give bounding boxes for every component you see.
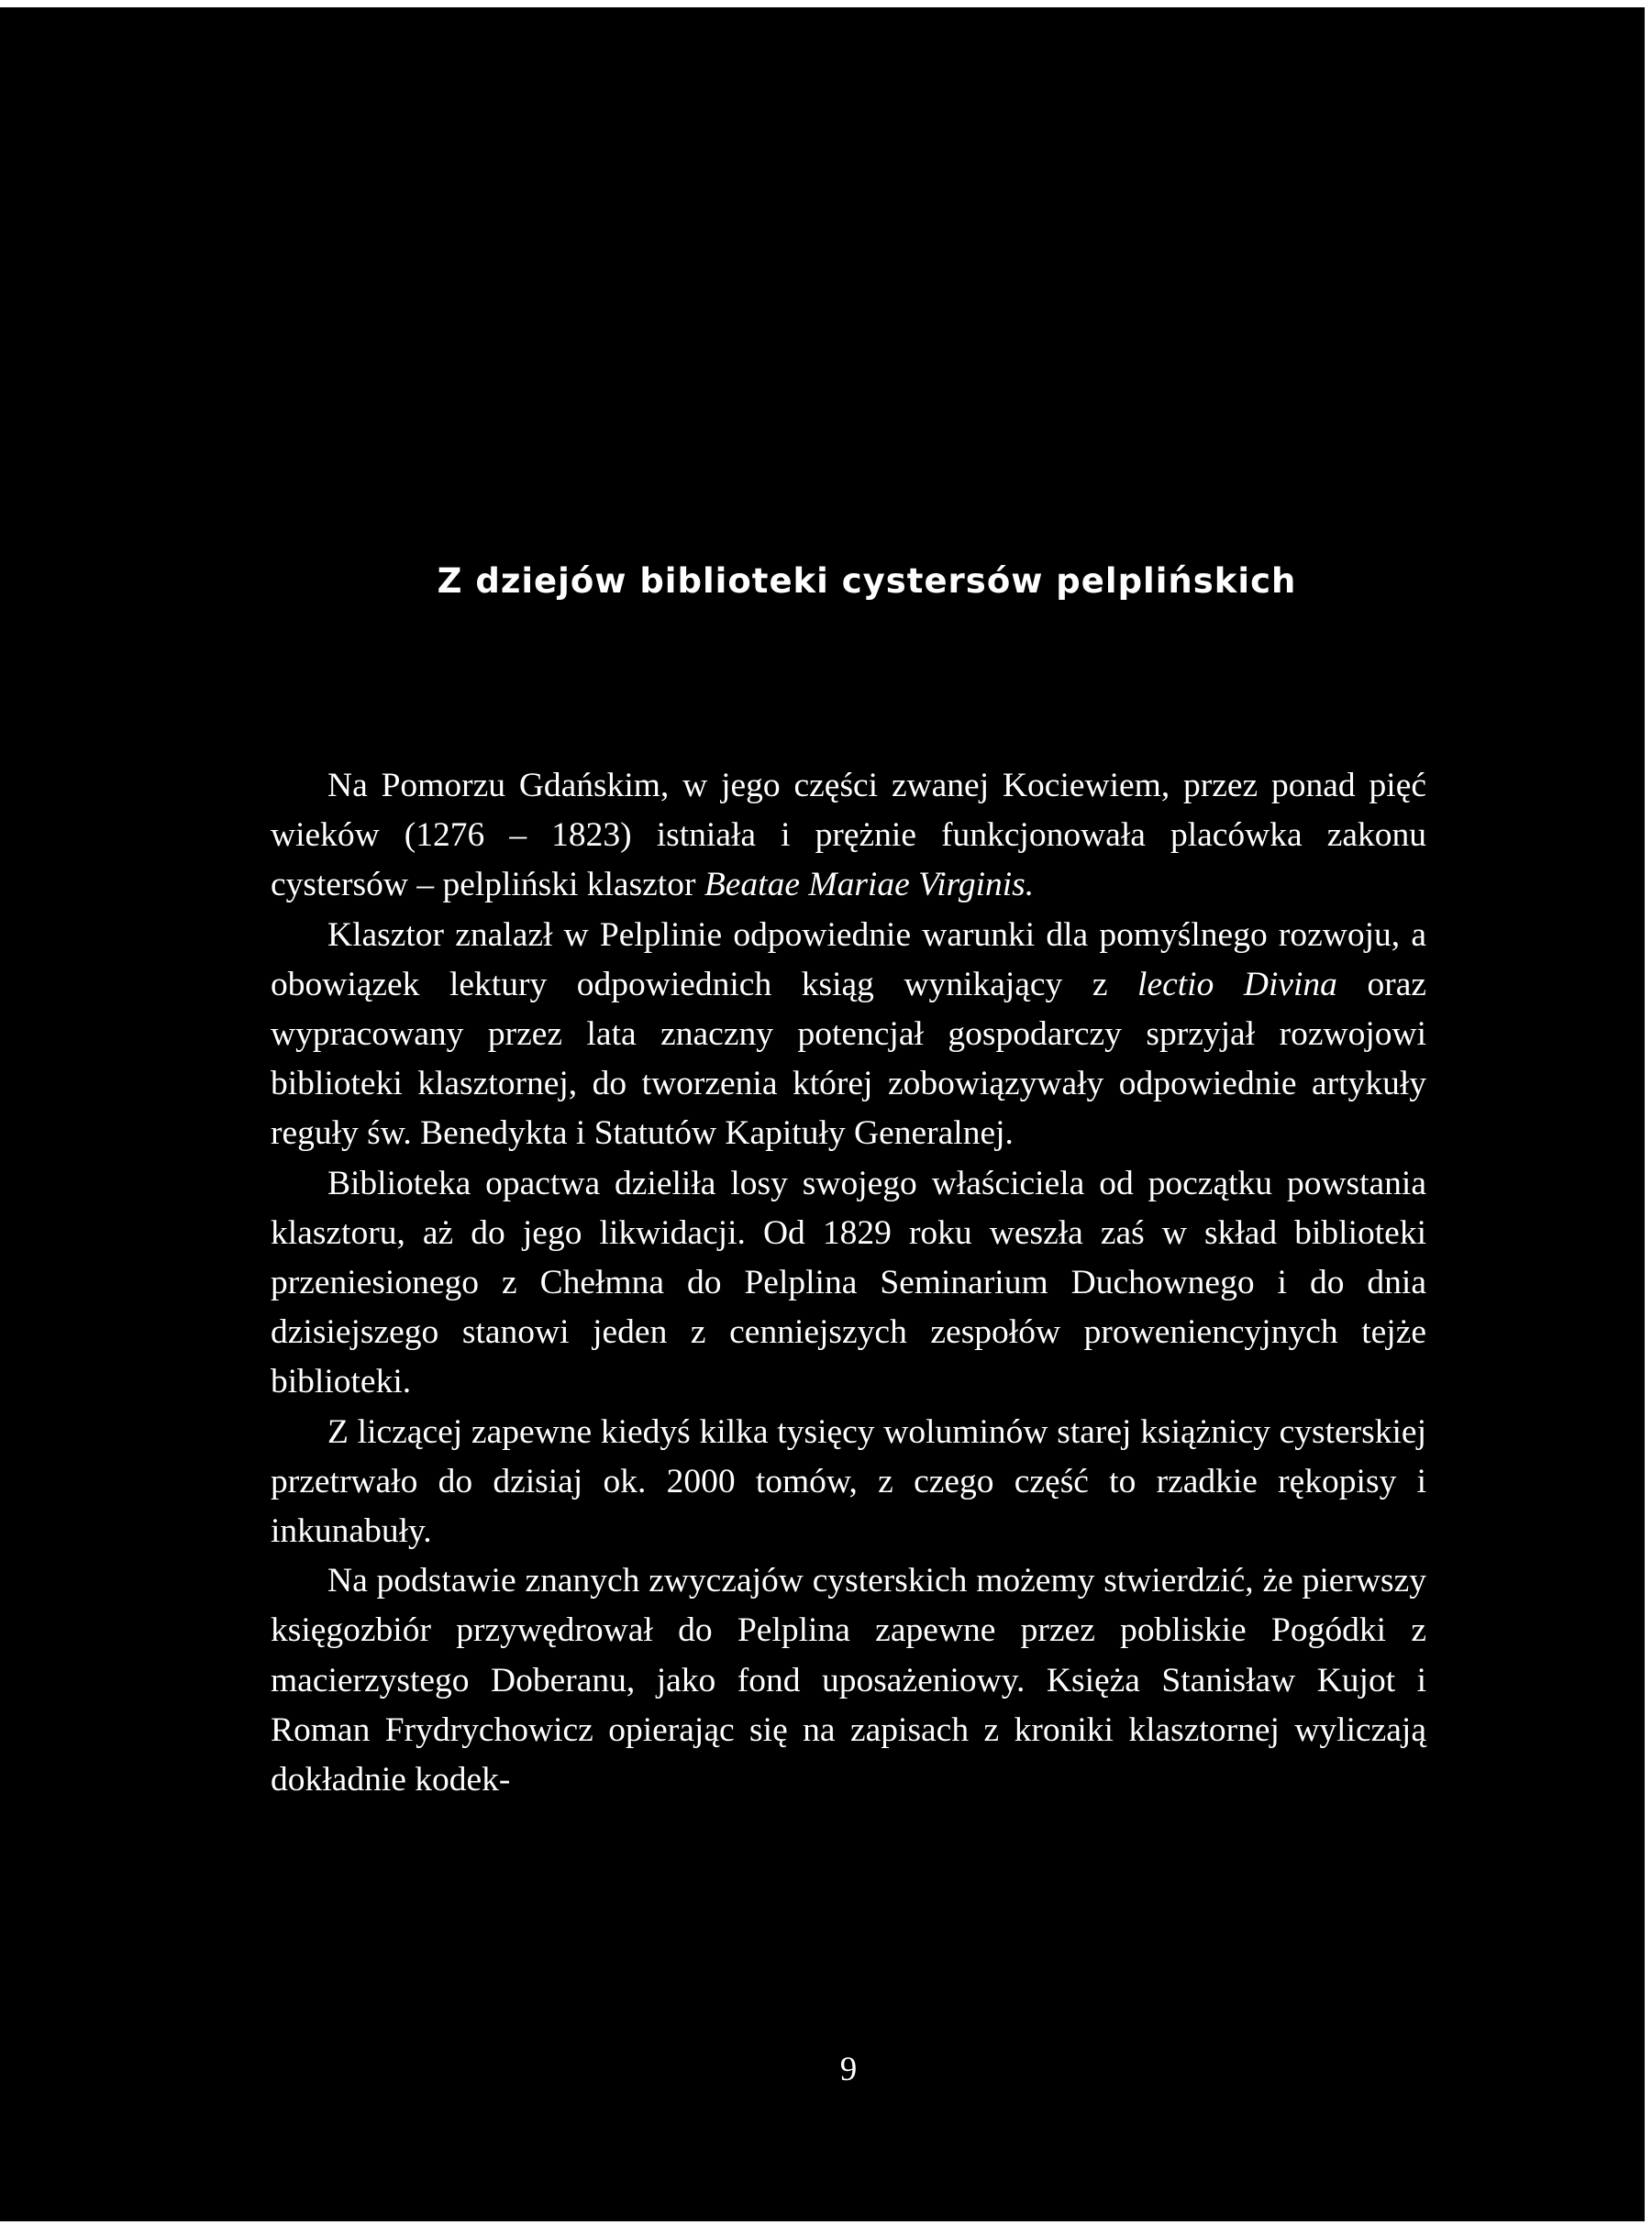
paragraph-text: Biblioteka opactwa dzieliła losy swojego właściciela od początku powstania klasztoru, aż do jego likwidacji. Od 1829 roku weszła zaś w skład biblioteki przeniesionego z Chełmna do Pelplina Seminarium Duchownego i do dnia dzisiejszego stanowi jeden z cenniejszych zespołów proweniencyjnych tejże biblioteki. <box>271 1164 1426 1401</box>
paragraph-text: Na Pomorzu Gdańskim, w jego części zwanej Kociewiem, przez ponad pięć wieków (1276 – 1823) istniała i prężnie funkcjonowała placówka zakonu cystersów – pelpliński klasztor <box>271 767 1426 904</box>
chapter-title: Z dziejów biblioteki cystersów pelplińskich <box>437 561 1297 601</box>
paragraph <box>271 911 1426 1159</box>
paragraph <box>271 1159 1426 1408</box>
page-number: 9 <box>839 2051 858 2088</box>
paragraph-text: Na podstawie znanych zwyczajów cysterskich możemy stwierdzić, że pierwszy księgozbiór przywędrował do Pelplina zapewne przez pobliskie Pogódki z macierzystego Doberanu, jako fond uposażeniowy. Księża Stanisław Kujot i Roman Frydrychowicz opierając się na zapisach z kroniki klasztornej wyliczają dokładnie kodek- <box>271 1562 1426 1799</box>
paragraph-text: Klasztor znalazł w Pelplinie odpowiednie warunki dla pomyślnego rozwoju, a obowiązek lektury odpowiednich ksiąg wynikający z <box>271 915 1426 1003</box>
paragraph-text: oraz wypracowany przez lata znaczny potencjał gospodarczy sprzyjał rozwojowi biblioteki klasztornej, do tworzenia której zobowiązywały odpowiednie artykuły reguły św. Benedykta i Statutów Kapituły Generalnej. <box>271 965 1427 1153</box>
paragraph <box>271 761 1426 911</box>
italic-term: Beatae Mariae Virginis. <box>704 866 1035 904</box>
paragraph-text: Z liczącej zapewne kiedyś kilka tysięcy woluminów starej książnicy cysterskiej przetrwało do dzisiaj ok. 2000 tomów, z czego część to rzadkie rękopisy i inkunabuły. <box>271 1412 1426 1551</box>
scan-edge <box>0 2221 1652 2236</box>
body-text <box>271 761 1426 1805</box>
italic-term: lectio Divina <box>1137 965 1337 1003</box>
paragraph <box>271 1408 1426 1557</box>
paragraph <box>271 1556 1426 1805</box>
